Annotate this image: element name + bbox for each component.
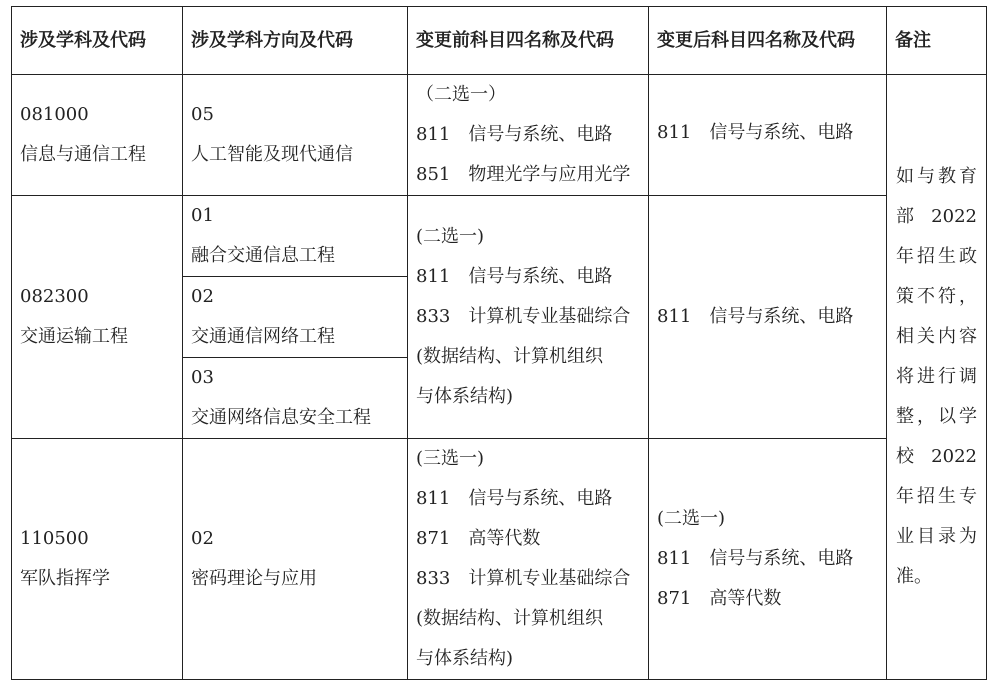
discipline-cell bbox=[12, 196, 183, 439]
direction-cell bbox=[183, 196, 408, 277]
before-line: 811 信号与系统、电路 bbox=[416, 488, 613, 509]
table-row bbox=[12, 196, 987, 277]
header-direction: 涉及学科方向及代码 bbox=[183, 7, 408, 75]
header-after: 变更后科目四名称及代码 bbox=[649, 7, 887, 75]
before-line: 与体系结构) bbox=[416, 386, 514, 407]
before-cell bbox=[408, 439, 649, 680]
subject-change-table bbox=[11, 6, 987, 680]
header-before: 变更前科目四名称及代码 bbox=[408, 7, 649, 75]
before-line: 811 信号与系统、电路 bbox=[416, 124, 613, 145]
before-cell bbox=[408, 75, 649, 196]
before-line: (数据结构、计算机组织 bbox=[416, 346, 604, 367]
after-line: (二选一) bbox=[657, 508, 726, 529]
direction-cell bbox=[183, 277, 408, 358]
after-line: 811 信号与系统、电路 bbox=[657, 548, 854, 569]
discipline-name: 信息与通信工程 bbox=[20, 144, 146, 165]
direction-name: 交通网络信息安全工程 bbox=[191, 407, 371, 428]
before-line: （二选一） bbox=[416, 84, 506, 105]
after-cell bbox=[649, 196, 887, 439]
discipline-cell bbox=[12, 439, 183, 680]
discipline-cell bbox=[12, 75, 183, 196]
note-cell: 如与教育部2022年招生政策不符，相关内容将进行调整，以学校2022年招生专业目录为准。 bbox=[887, 75, 987, 680]
discipline-code: 110500 bbox=[20, 528, 89, 549]
after-line: 811 信号与系统、电路 bbox=[657, 122, 854, 143]
table-row bbox=[12, 439, 987, 680]
direction-code: 05 bbox=[191, 104, 214, 125]
after-cell bbox=[649, 439, 887, 680]
before-line: 833 计算机专业基础综合 bbox=[416, 568, 631, 589]
header-note: 备注 bbox=[887, 7, 987, 75]
direction-name: 人工智能及现代通信 bbox=[191, 144, 353, 165]
discipline-name: 交通运输工程 bbox=[20, 326, 128, 347]
before-line: 811 信号与系统、电路 bbox=[416, 266, 613, 287]
direction-code: 01 bbox=[191, 205, 214, 226]
direction-name: 交通通信网络工程 bbox=[191, 326, 335, 347]
before-line: (二选一) bbox=[416, 226, 485, 247]
direction-code: 02 bbox=[191, 528, 214, 549]
discipline-code: 081000 bbox=[20, 104, 89, 125]
after-line: 811 信号与系统、电路 bbox=[657, 306, 854, 327]
direction-code: 02 bbox=[191, 286, 214, 307]
discipline-name: 军队指挥学 bbox=[20, 568, 110, 589]
table-row bbox=[12, 75, 987, 196]
direction-name: 融合交通信息工程 bbox=[191, 245, 335, 266]
direction-cell bbox=[183, 358, 408, 439]
direction-code: 03 bbox=[191, 367, 214, 388]
before-cell bbox=[408, 196, 649, 439]
before-line: 871 高等代数 bbox=[416, 528, 541, 549]
before-line: (数据结构、计算机组织 bbox=[416, 608, 604, 629]
discipline-code: 082300 bbox=[20, 286, 89, 307]
before-line: 851 物理光学与应用光学 bbox=[416, 164, 631, 185]
after-cell bbox=[649, 75, 887, 196]
after-line: 871 高等代数 bbox=[657, 588, 782, 609]
direction-cell bbox=[183, 75, 408, 196]
before-line: 833 计算机专业基础综合 bbox=[416, 306, 631, 327]
header-row bbox=[12, 7, 987, 75]
direction-cell bbox=[183, 439, 408, 680]
before-line: (三选一) bbox=[416, 448, 485, 469]
before-line: 与体系结构) bbox=[416, 648, 514, 669]
header-discipline: 涉及学科及代码 bbox=[12, 7, 183, 75]
direction-name: 密码理论与应用 bbox=[191, 568, 317, 589]
